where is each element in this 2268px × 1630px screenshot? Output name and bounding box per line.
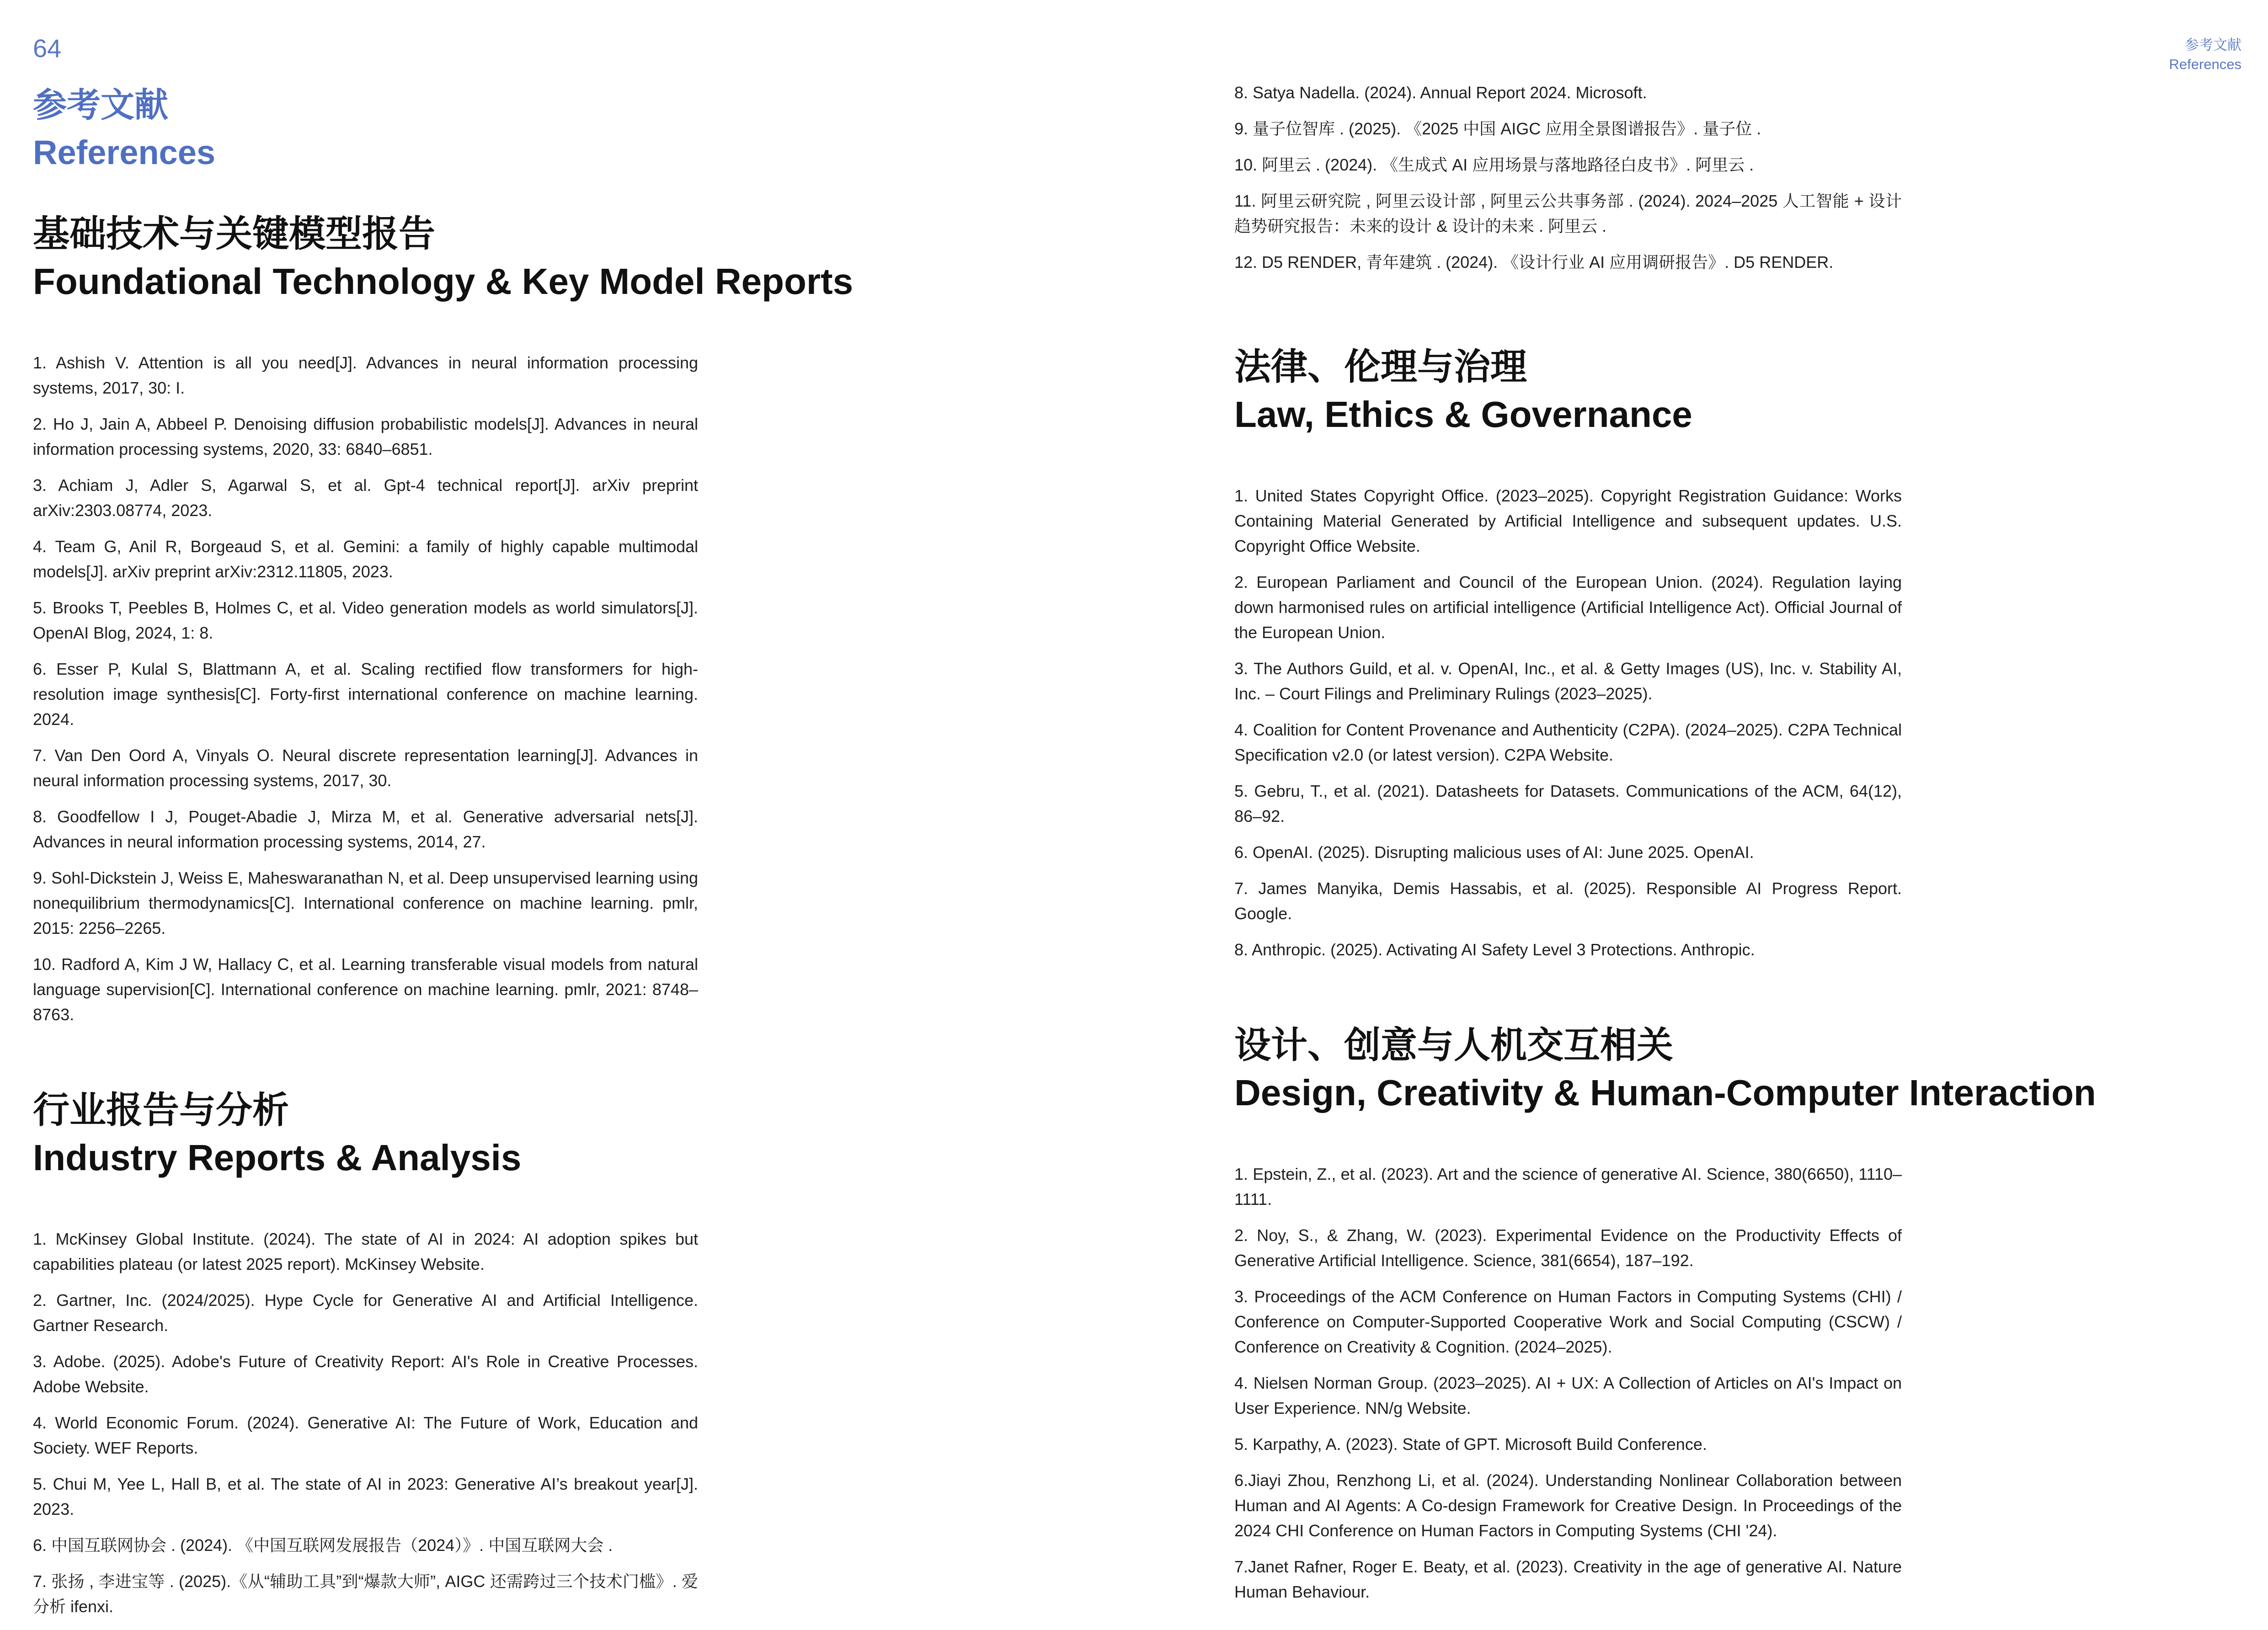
section-title-zh: 行业报告与分析: [33, 1090, 289, 1130]
reference-item: 6. OpenAI. (2025). Disrupting malicious uses of AI: June 2025. OpenAI.: [1234, 843, 1754, 862]
section-foundational: [33, 210, 854, 1027]
reference-item: 2. Gartner, Inc. (2024/2025). Hype Cycle for Generative AI and Artificial Intelligence. Gartner Research.: [33, 1291, 698, 1335]
reference-item: 3. The Authors Guild, et al. v. OpenAI, Inc., et al. & Getty Images (US), Inc. v. Stability AI, Inc. – Court Filings and Preliminary Rulings (2023–2025).: [1234, 659, 1902, 703]
reference-item: 3. Achiam J, Adler S, Agarwal S, et al. Gpt-4 technical report[J]. arXiv preprint arXiv:2303.08774, 2023.: [33, 476, 698, 520]
reference-item: 8. Satya Nadella. (2024). Annual Report 2024. Microsoft.: [1234, 83, 1647, 102]
reference-item: 4. Coalition for Content Provenance and Authenticity (C2PA). (2024–2025). C2PA Technical Specification v2.0 (or latest version). C2PA Website.: [1234, 720, 1902, 764]
section-title-en: Law, Ethics & Governance: [1234, 394, 1692, 435]
reference-item: 4. Nielsen Norman Group. (2023–2025). AI + UX: A Collection of Articles on AI's Impact on User Experience. NN/g Website.: [1234, 1374, 1902, 1417]
reference-item: 10. Radford A, Kim J W, Hallacy C, et al. Learning transferable visual models from natural language supervision[C]. International conference on machine learning. pmlr, 2021: 8748–8763.: [33, 955, 698, 1024]
reference-list: [1234, 483, 1902, 962]
running-header-en: References: [2169, 56, 2241, 72]
reference-item: 1. Epstein, Z., et al. (2023). Art and the science of generative AI. Science, 380(6650), 1110–1111.: [1234, 1165, 1902, 1209]
section-title-zh: 法律、伦理与治理: [1234, 346, 1527, 387]
page-title-en: References: [33, 133, 216, 171]
reference-item: 7. 张扬 , 李进宝等 . (2025).《从“辅助工具”到“爆款大师”, AIGC 还需跨过三个技术门槛》. 爱分析 ifenxi.: [33, 1572, 698, 1616]
reference-item: 1. McKinsey Global Institute. (2024). The state of AI in 2024: AI adoption spikes but capabilities plateau (or latest 2025 report). McKinsey Website.: [33, 1230, 698, 1273]
reference-item: 10. 阿里云 . (2024). 《生成式 AI 应用场景与落地路径白皮书》. 阿里云 .: [1234, 155, 1754, 174]
reference-item: 2. Ho J, Jain A, Abbeel P. Denoising diffusion probabilistic models[J]. Advances in neural information processing systems, 2020, 33: 6840–6851.: [33, 415, 698, 458]
reference-list: [1234, 1161, 1902, 1604]
reference-item: 7.Janet Rafner, Roger E. Beaty, et al. (2023). Creativity in the age of generative AI. Nature Human Behaviour.: [1234, 1557, 1902, 1601]
reference-item: 8. Anthropic. (2025). Activating AI Safety Level 3 Protections. Anthropic.: [1234, 940, 1755, 959]
section-design: [1234, 1022, 2096, 1604]
reference-list: [33, 1226, 698, 1619]
reference-item: 2. Noy, S., & Zhang, W. (2023). Experimental Evidence on the Productivity Effects of Generative Artificial Intelligence. Science, 381(6654), 187–192.: [1234, 1226, 1902, 1270]
reference-item: 6. 中国互联网协会 . (2024). 《中国互联网发展报告（2024）》. 中国互联网大会 .: [33, 1536, 613, 1555]
section-title-en: Foundational Technology & Key Model Reports: [33, 261, 854, 302]
section-title-en: Design, Creativity & Human-Computer Interaction: [1234, 1072, 2096, 1113]
page-title-zh: 参考文献: [33, 86, 168, 124]
reference-item: 2. European Parliament and Council of the European Union. (2024). Regulation laying down harmonised rules on artificial intelligence (Artificial Intelligence Act). Official Journal of the European Union.: [1234, 573, 1902, 642]
reference-item: 3. Proceedings of the ACM Conference on Human Factors in Computing Systems (CHI) / Conference on Computer-Supported Cooperative Work and Social Computing (CSCW) / Conference on Creativity & Cognition. (2024–2025).: [1234, 1287, 1902, 1356]
section-title: [33, 1087, 698, 1182]
reference-list-continued: [1234, 80, 1902, 275]
reference-item: 5. Gebru, T., et al. (2021). Datasheets for Datasets. Communications of the ACM, 64(12), 86–92.: [1234, 782, 1902, 826]
reference-item: 4. Team G, Anil R, Borgeaud S, et al. Gemini: a family of highly capable multimodal models[J]. arXiv preprint arXiv:2312.11805, 2023.: [33, 537, 698, 581]
reference-item: 7. Van Den Oord A, Vinyals O. Neural discrete representation learning[J]. Advances in neural information processing systems, 2017, 30.: [33, 746, 698, 790]
section-industry: [33, 1087, 698, 1619]
reference-item: 1. United States Copyright Office. (2023–2025). Copyright Registration Guidance: Works Containing Material Generated by Artificial Intelligence and subsequent updates. U.S. Copyright Office Website.: [1234, 486, 1902, 555]
reference-item: 5. Karpathy, A. (2023). State of GPT. Microsoft Build Conference.: [1234, 1435, 1707, 1454]
left-column: [33, 210, 854, 1630]
page-title: [33, 81, 215, 176]
reference-item: 9. 量子位智库 . (2025). 《2025 中国 AIGC 应用全景图谱报告》. 量子位 .: [1234, 119, 1761, 138]
page-number: 64: [33, 34, 62, 63]
right-column: [1234, 80, 2096, 1615]
section-title-zh: 基础技术与关键模型报告: [33, 213, 435, 254]
reference-item: 5. Chui M, Yee L, Hall B, et al. The state of AI in 2023: Generative AI’s breakout year[J]. 2023.: [33, 1475, 698, 1518]
reference-item: 4. World Economic Forum. (2024). Generative AI: The Future of Work, Education and Society. WEF Reports.: [33, 1413, 698, 1457]
reference-item: 6. Esser P, Kulal S, Blattmann A, et al. Scaling rectified flow transformers for high-resolution image synthesis[C]. Forty-first international conference on machine learning. 2024.: [33, 660, 698, 729]
section-law: [1234, 343, 1902, 962]
reference-item: 9. Sohl-Dickstein J, Weiss E, Maheswaranathan N, et al. Deep unsupervised learning using nonequilibrium thermodynamics[C]. International conference on machine learning. pmlr, 2015: 2256–2265.: [33, 868, 698, 938]
section-title: [33, 210, 854, 305]
section-title-en: Industry Reports & Analysis: [33, 1137, 522, 1178]
reference-item: 11. 阿里云研究院 , 阿里云设计部 , 阿里云公共事务部 . (2024). 2024–2025 人工智能 + 设计趋势研究报告：未来的设计 & 设计的未来 . 阿里云 .: [1234, 192, 1902, 235]
reference-item: 6.Jiayi Zhou, Renzhong Li, et al. (2024). Understanding Nonlinear Collaboration between Human and AI Agents: A Co-design Framework for Creative Design. In Proceedings of the 2024 CHI Conference on Human Factors in Computing Systems (CHI '24).: [1234, 1471, 1902, 1540]
section-title: [1234, 343, 1902, 438]
reference-item: 12. D5 RENDER, 青年建筑 . (2024). 《设计行业 AI 应用调研报告》. D5 RENDER.: [1234, 253, 1834, 272]
section-title: [1234, 1022, 2096, 1117]
running-header-zh: 参考文献: [2185, 37, 2241, 53]
section-title-zh: 设计、创意与人机交互相关: [1234, 1025, 1673, 1065]
reference-item: 8. Goodfellow I J, Pouget-Abadie J, Mirza M, et al. Generative adversarial nets[J]. Advances in neural information processing systems, 2014, 27.: [33, 807, 698, 851]
reference-list: [33, 350, 698, 1027]
reference-item: 1. Ashish V. Attention is all you need[J]. Advances in neural information processing systems, 2017, 30: I.: [33, 353, 698, 397]
running-header: [2169, 36, 2241, 74]
reference-item: 5. Brooks T, Peebles B, Holmes C, et al. Video generation models as world simulators[J]. OpenAI Blog, 2024, 1: 8.: [33, 598, 698, 642]
reference-item: 7. James Manyika, Demis Hassabis, et al. (2025). Responsible AI Progress Report. Google.: [1234, 879, 1902, 923]
reference-item: 3. Adobe. (2025). Adobe's Future of Creativity Report: AI's Role in Creative Processes. Adobe Website.: [33, 1352, 698, 1396]
